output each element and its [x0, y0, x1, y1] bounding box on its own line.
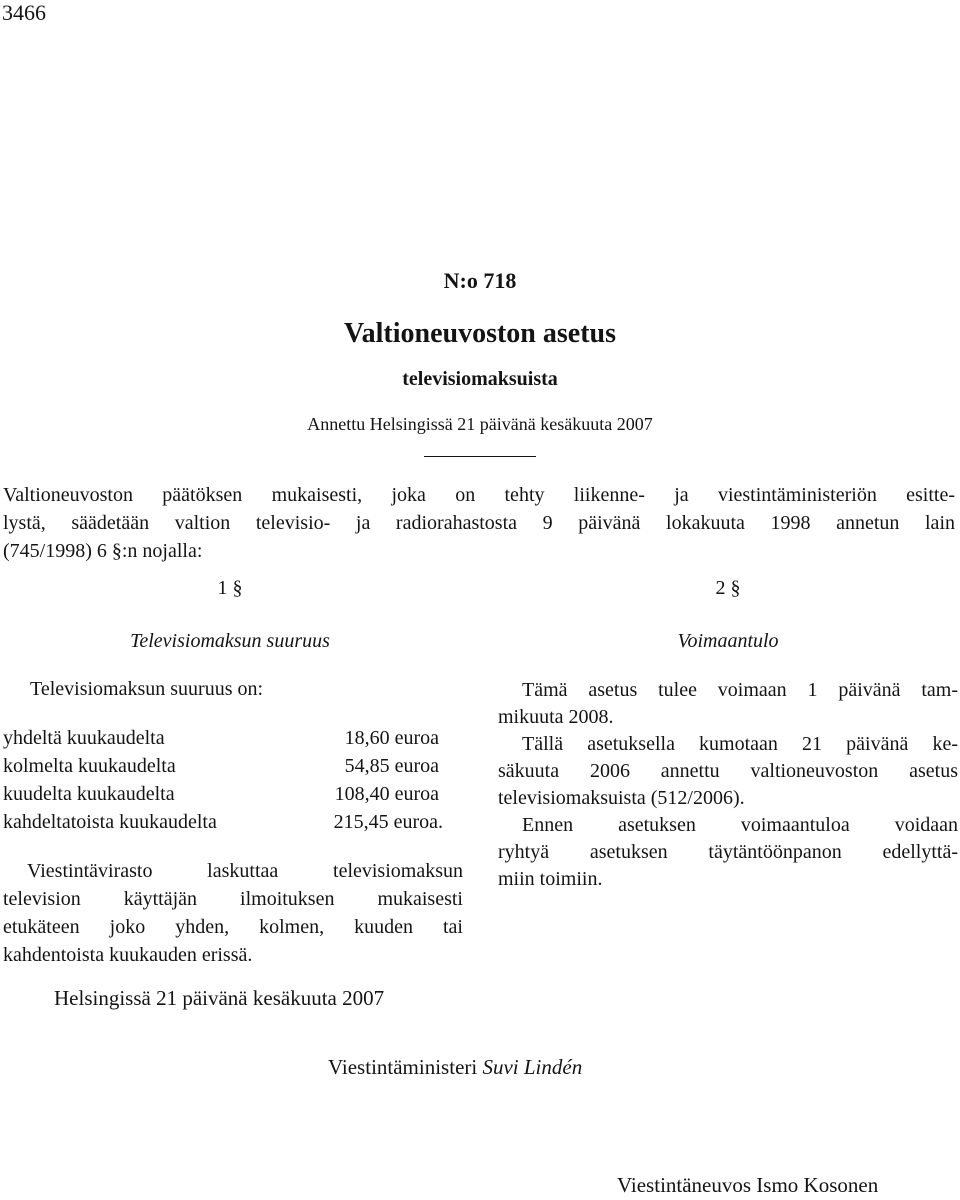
body-line: mikuuta 2008.: [498, 706, 614, 728]
preamble-line: (745/1998) 6 §:n nojalla:: [3, 540, 203, 562]
billing-line: etukäteen joko yhden, kolmen, kuuden tai: [3, 916, 463, 938]
section-1-title: Televisiomaksun suuruus: [130, 630, 330, 652]
place-and-date: Helsingissä 21 päivänä kesäkuuta 2007: [54, 986, 385, 1010]
body-line: miin toimiin.: [498, 868, 603, 890]
preamble-line: lystä, säädetään valtion televisio- ja radiorahastosta 9 päivänä lokakuuta 1998 annetun lain: [3, 512, 955, 534]
fee-table: [3, 727, 463, 839]
fee-row: [3, 811, 463, 839]
decree-subtitle: televisiomaksuista: [402, 368, 558, 390]
section-2-title: Voimaantulo: [677, 630, 779, 652]
body-line: Tällä asetuksella kumotaan 21 päivänä ke-: [522, 733, 958, 755]
section-1-heading: 1 §: [217, 577, 243, 599]
billing-paragraph: [3, 857, 463, 969]
page-number: 3466: [2, 0, 46, 25]
section-2-heading: 2 §: [715, 577, 741, 599]
title-divider: [424, 456, 536, 457]
fee-row: [3, 727, 463, 755]
body-line: säkuuta 2006 annettu valtioneuvoston asetus: [498, 760, 958, 782]
body-line: Ennen asetuksen voimaantuloa voidaan: [522, 814, 958, 836]
body-line: televisiomaksuista (512/2006).: [498, 787, 745, 809]
body-line: Tämä asetus tulee voimaan 1 päivänä tam-: [522, 679, 958, 701]
fee-period: yhdeltä kuukaudelta: [3, 727, 165, 749]
fee-period: kuudelta kuukaudelta: [3, 783, 175, 805]
preamble: [3, 481, 955, 565]
minister-name: Suvi Lindén: [482, 1055, 583, 1079]
fee-amount: 54,85 euroa: [344, 755, 439, 777]
fee-row: [3, 783, 463, 811]
fee-amount: 215,45 euroa.: [333, 811, 443, 833]
preamble-line: Valtioneuvoston päätöksen mukaisesti, joka on tehty liikenne- ja viestintäministeriön esitte-: [3, 484, 955, 506]
fee-amount: 108,40 euroa: [334, 783, 439, 805]
entry-into-force-text: [498, 677, 958, 893]
fee-period: kahdeltatoista kuukaudelta: [3, 811, 217, 833]
fee-intro: Televisiomaksun suuruus on:: [30, 678, 264, 700]
billing-line: television käyttäjän ilmoituksen mukaisesti: [3, 888, 463, 910]
minister-signature: [328, 1055, 582, 1080]
body-line: ryhtyä asetuksen täytäntöönpanon edellyttä-: [498, 841, 958, 863]
billing-line: kahdentoista kuukauden erissä.: [3, 944, 253, 966]
act-number: N:o 718: [443, 268, 517, 293]
fee-amount: 18,60 euroa: [344, 727, 439, 749]
billing-line: Viestintävirasto laskuttaa televisiomaksun: [27, 860, 463, 882]
given-date: Annettu Helsingissä 21 päivänä kesäkuuta 2007: [307, 414, 653, 434]
fee-period: kolmelta kuukaudelta: [3, 755, 176, 777]
decree-title: Valtioneuvoston asetus: [343, 318, 616, 349]
fee-row: [3, 755, 463, 783]
advisor-signature: Viestintäneuvos Ismo Kosonen: [617, 1173, 879, 1197]
minister-title: Viestintäministeri: [328, 1055, 478, 1079]
